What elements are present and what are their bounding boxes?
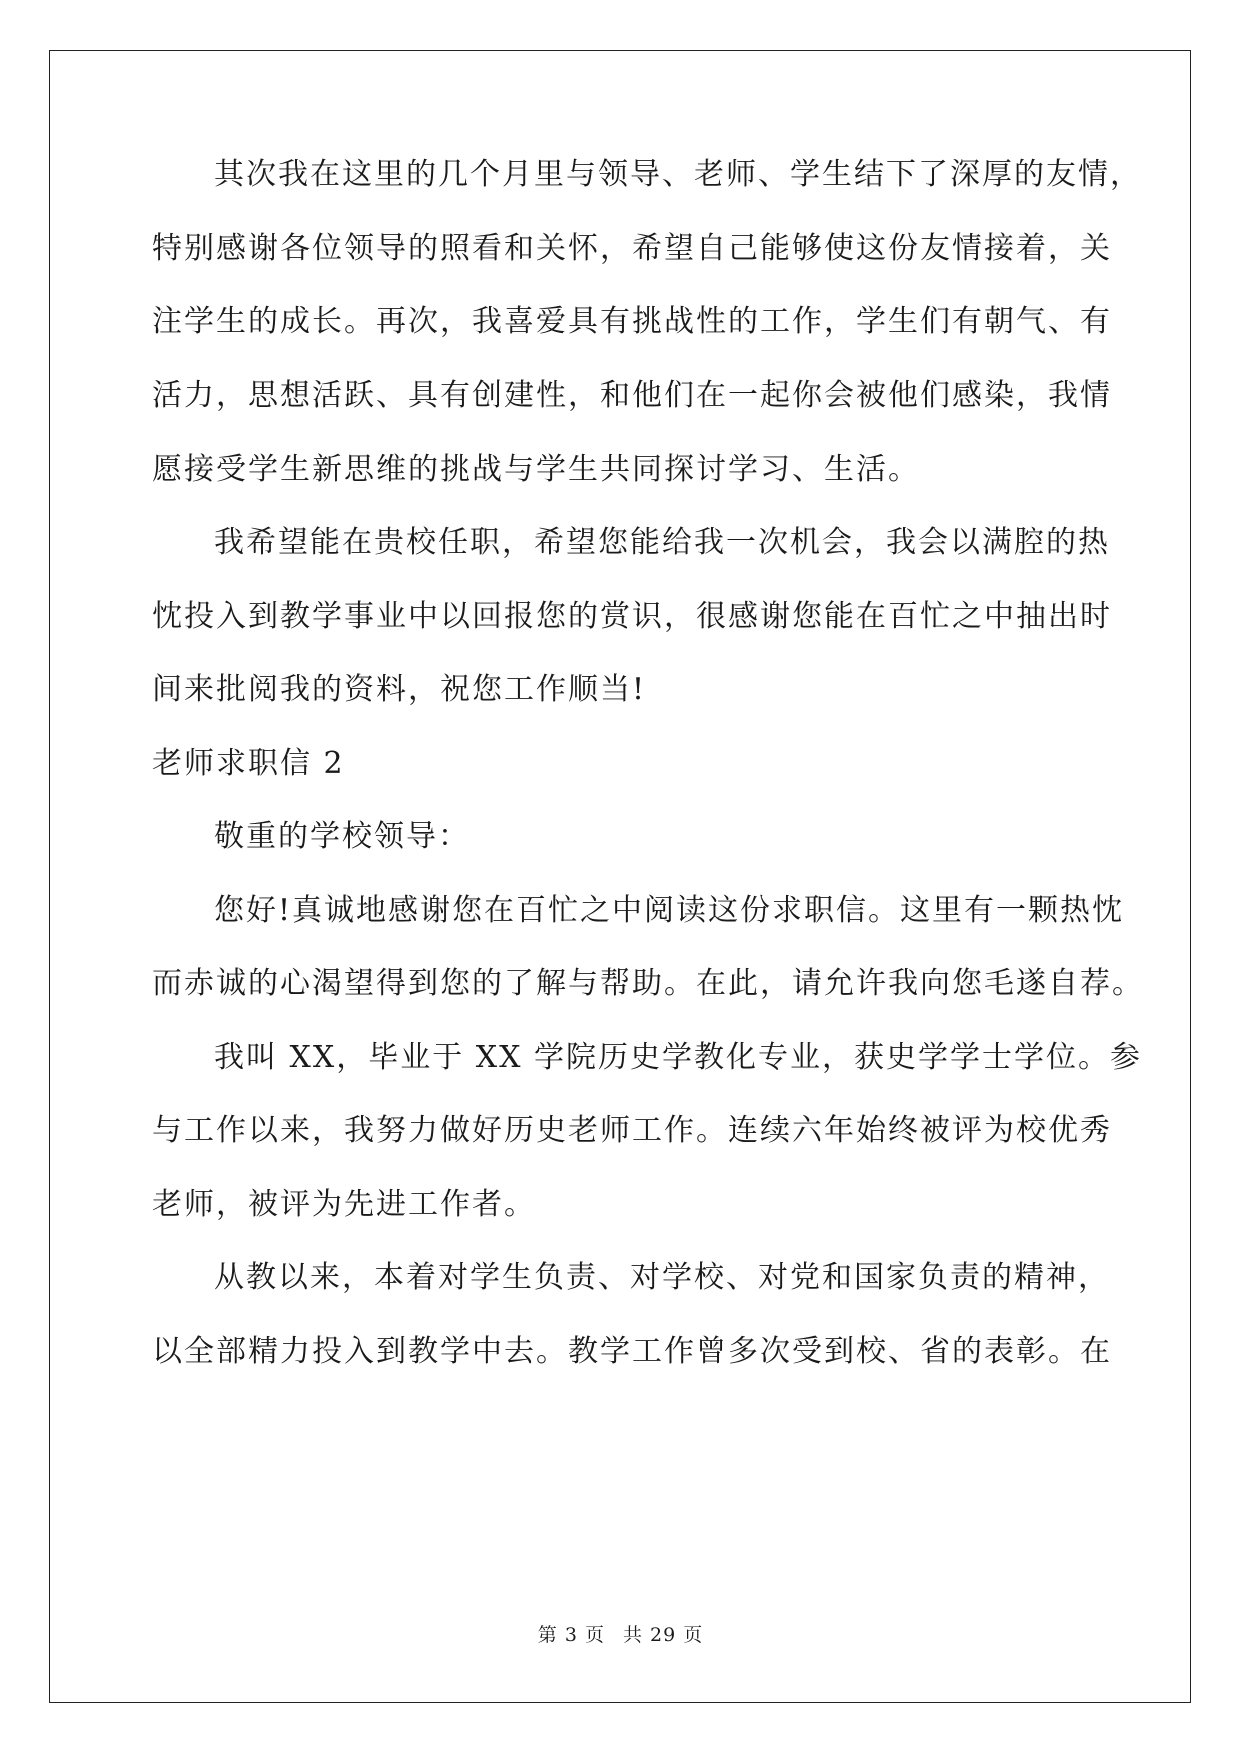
- page-number: 第 3 页: [537, 1624, 605, 1646]
- paragraph-line: 而赤诚的心渴望得到您的了解与帮助。在此，请允许我向您毛遂自荐。: [152, 966, 1144, 1001]
- paragraph-line: 与工作以来，我努力做好历史老师工作。连续六年始终被评为校优秀: [152, 1113, 1112, 1148]
- section-heading: 老师求职信 2: [152, 746, 345, 781]
- paragraph-line: 注学生的成长。再次，我喜爱具有挑战性的工作，学生们有朝气、有: [152, 304, 1112, 339]
- paragraph-line: 您好!真诚地感谢您在百忙之中阅读这份求职信。这里有一颗热忱: [214, 893, 1125, 928]
- page-total: 共 29 页: [622, 1624, 704, 1646]
- paragraph-line: 活力，思想活跃、具有创建性，和他们在一起你会被他们感染，我情: [152, 378, 1112, 413]
- paragraph-line: 从教以来，本着对学生负责、对学校、对党和国家负责的精神，: [214, 1260, 1110, 1295]
- paragraph-line: 老师，被评为先进工作者。: [152, 1187, 536, 1222]
- paragraph-line: 愿接受学生新思维的挑战与学生共同探讨学习、生活。: [152, 452, 920, 487]
- paragraph-line: 特别感谢各位领导的照看和关怀，希望自己能够使这份友情接着，关: [152, 231, 1112, 266]
- paragraph-line: 以全部精力投入到教学中去。教学工作曾多次受到校、省的表彰。在: [152, 1334, 1112, 1369]
- page-footer: [0, 1620, 1241, 1647]
- salutation: 敬重的学校领导：: [214, 819, 470, 854]
- paragraph-line: 忱投入到教学事业中以回报您的赏识，很感谢您能在百忙之中抽出时: [152, 599, 1112, 634]
- paragraph-line: 间来批阅我的资料，祝您工作顺当!: [152, 672, 647, 707]
- page-border: [49, 50, 1191, 1703]
- paragraph-line: 其次我在这里的几个月里与领导、老师、学生结下了深厚的友情，: [214, 157, 1142, 192]
- paragraph-line: 我叫 XX，毕业于 XX 学院历史学教化专业，获史学学士学位。参: [214, 1040, 1143, 1075]
- paragraph-line: 我希望能在贵校任职，希望您能给我一次机会，我会以满腔的热: [214, 525, 1110, 560]
